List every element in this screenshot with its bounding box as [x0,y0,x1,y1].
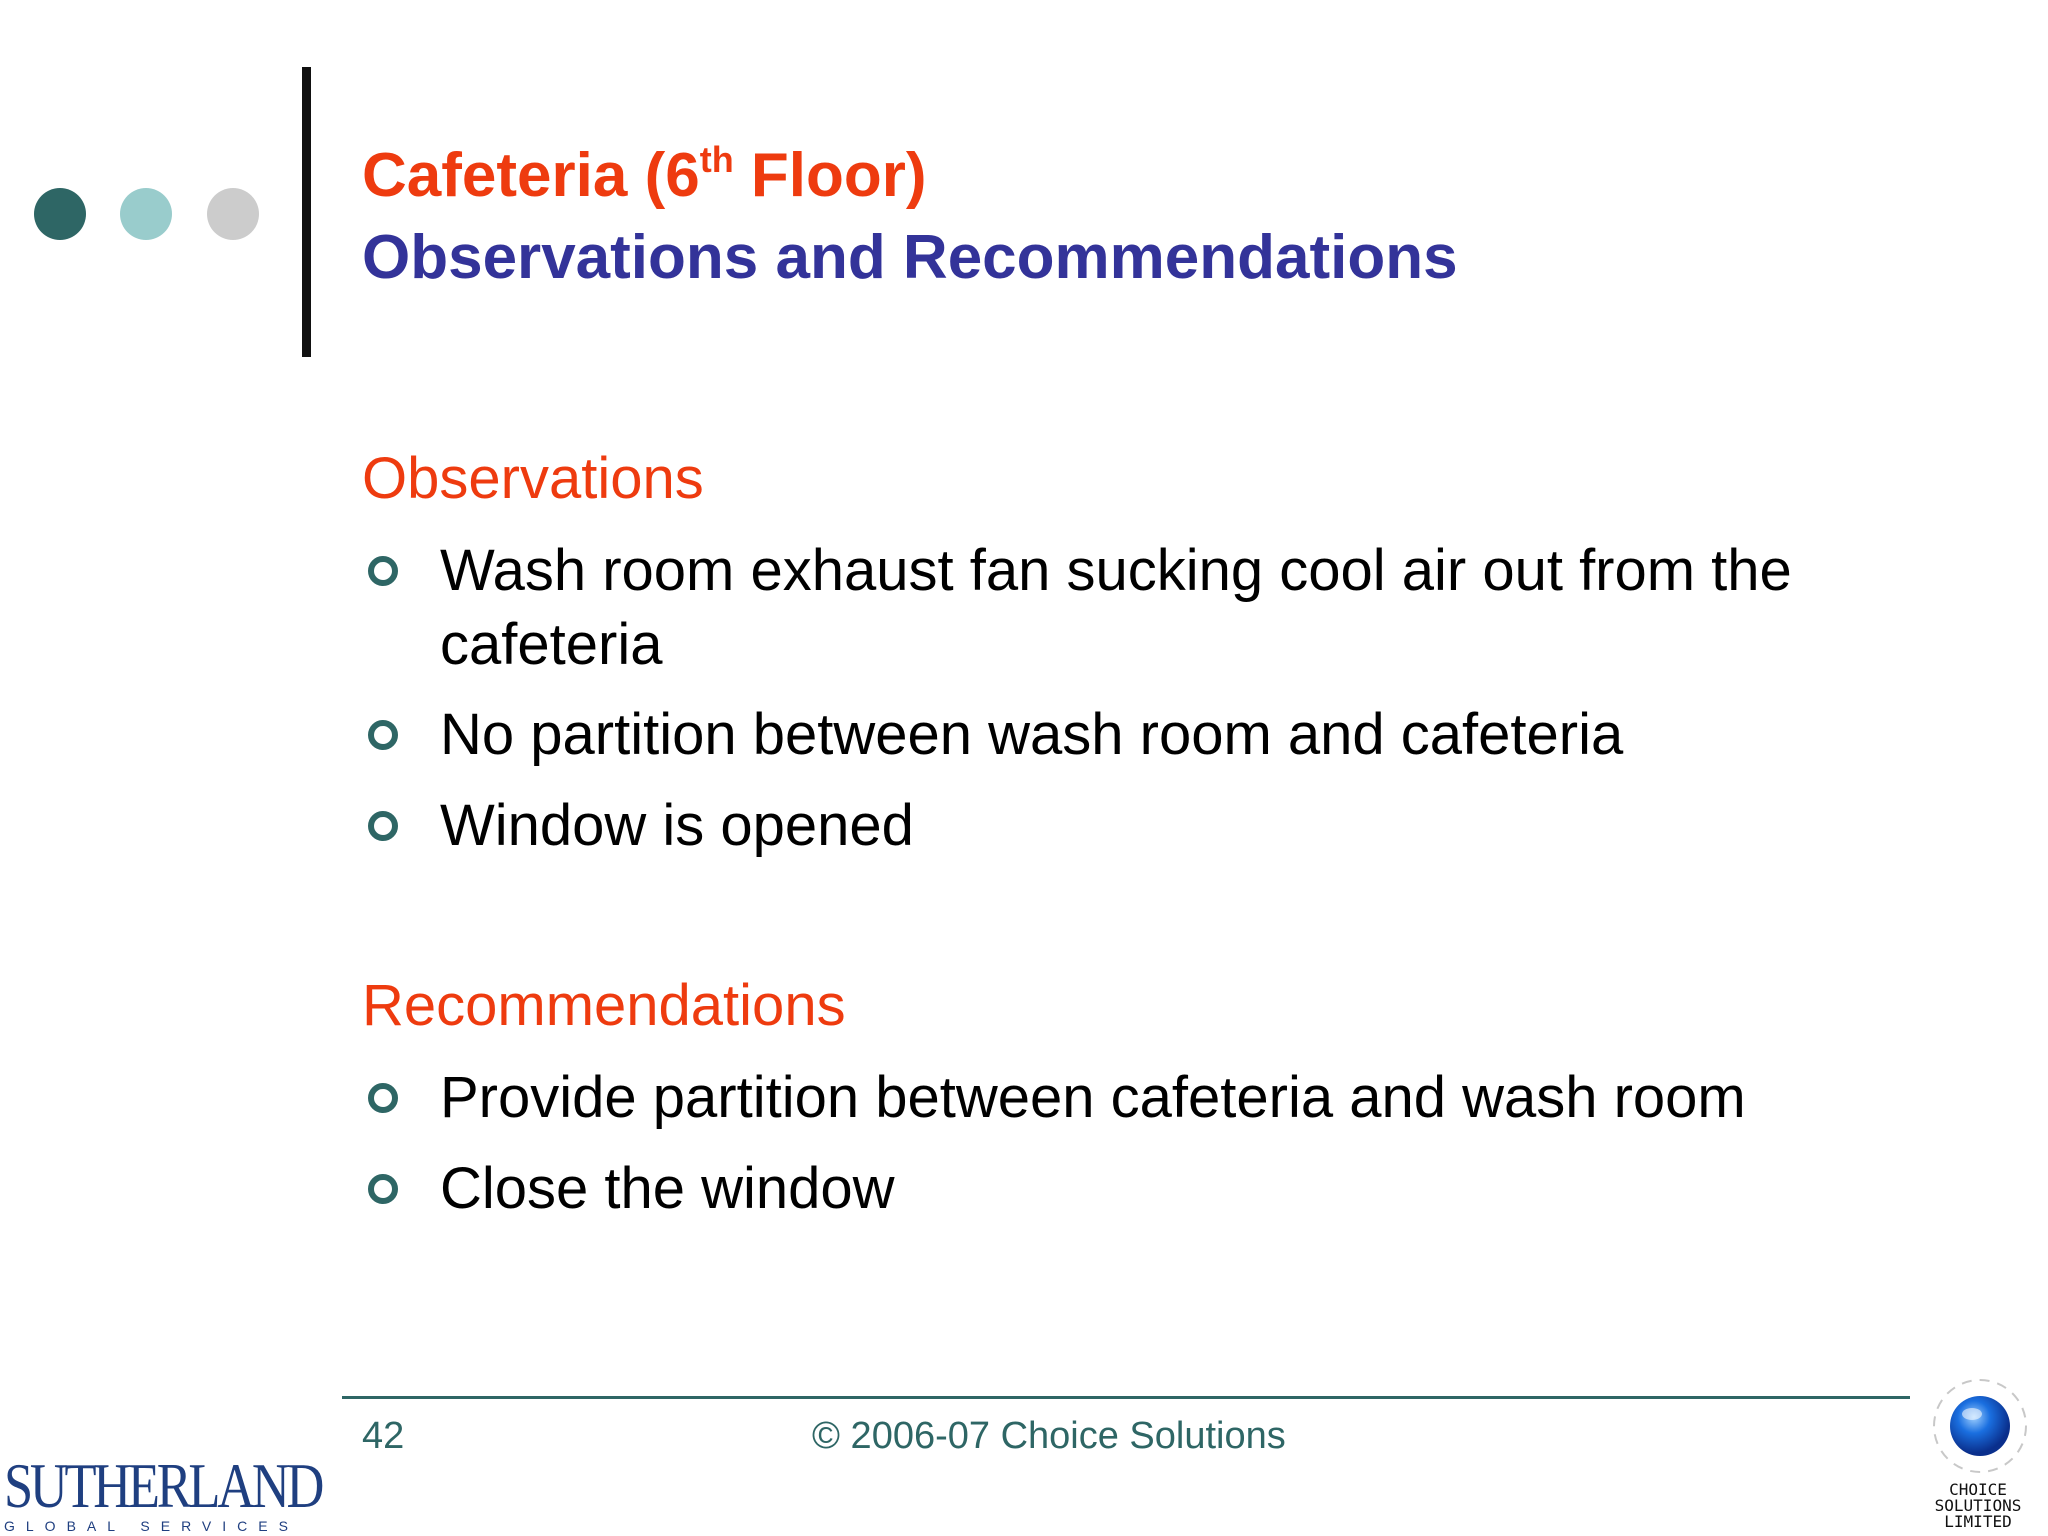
choice-logo-line: SOLUTIONS [1934,1496,2022,1515]
observation-item-text: Window is opened [440,793,914,858]
hollow-circle-bullet-icon [368,556,398,586]
recommendation-item-text: Provide partition between cafeteria and wash room [440,1065,1746,1130]
globe-icon [1918,1370,2028,1480]
hollow-circle-bullet-icon [368,811,398,841]
title-superscript: th [699,139,734,180]
observations-heading: Observations [362,446,704,511]
recommendation-item-text: Close the window [440,1156,895,1221]
title-main-text: Cafeteria (6 [362,141,700,210]
observation-item-text: Wash room exhaust fan sucking cool air out from the cafeteria [440,538,1792,677]
sutherland-logo-name: SUTHERLAND [4,1450,322,1521]
hollow-circle-bullet-icon [368,1174,398,1204]
observation-item-text: No partition between wash room and cafeteria [440,702,1624,767]
choice-logo-text [1930,1482,2026,1530]
recommendations-heading: Recommendations [362,973,846,1038]
slide-title-primary [362,140,927,212]
decorative-dot-dark-icon [34,188,86,240]
choice-solutions-logo [1918,1370,2028,1536]
slide-title-secondary: Observations and Recommendations [362,223,1458,292]
choice-logo-line: LIMITED [1944,1512,2012,1531]
choice-logo-line: CHOICE [1949,1480,2007,1499]
sutherland-logo-subtitle: GLOBAL SERVICES [4,1518,299,1534]
decorative-dot-gray-icon [207,188,259,240]
sutherland-logo [4,1450,322,1536]
title-end-text: Floor) [733,141,927,210]
decorative-dot-light-icon [120,188,172,240]
title-divider-bar [302,67,311,357]
copyright-text: © 2006-07 Choice Solutions [812,1415,1286,1457]
footer-divider [342,1396,1910,1399]
hollow-circle-bullet-icon [368,1083,398,1113]
hollow-circle-bullet-icon [368,720,398,750]
page-number: 42 [362,1415,405,1457]
